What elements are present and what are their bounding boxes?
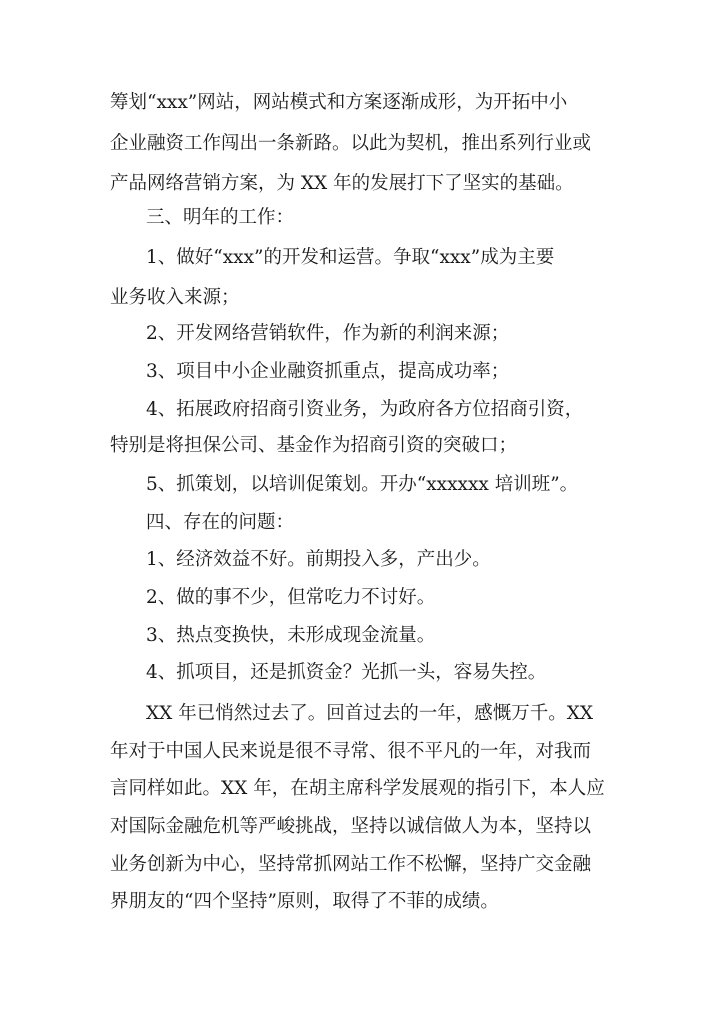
list-item: 3、热点变换快，未形成现金流量。 [146,625,436,646]
list-item-continuation: 特别是将担保公司、基金作为招商引资的突破口； [110,435,518,456]
paragraph-line: 业务创新为中心，坚持常抓网站工作不松懈，坚持广交金融 [110,854,592,875]
paragraph-line: 筹划“xxx”网站，网站模式和方案逐渐成形，为开拓中小 [110,92,568,113]
section-heading: 三、明年的工作： [146,207,295,228]
paragraph-line: 产品网络营销方案，为 XX 年的发展打下了坚实的基础。 [110,173,574,194]
list-item-continuation: 业务收入来源； [110,287,240,308]
list-item: 5、抓策划，以培训促策划。开办“xxxxxx 培训班”。 [146,474,579,495]
paragraph-line: 界朋友的“四个坚持”原则，取得了不菲的成绩。 [110,891,499,912]
list-item: 2、做的事不少，但常吃力不讨好。 [146,587,436,608]
paragraph-line: 言同样如此。XX 年，在胡主席科学发展观的指引下，本人应 [110,778,605,799]
paragraph-line: XX 年已悄然过去了。回首过去的一年，感慨万千。XX [146,703,594,724]
list-item: 1、做好“xxx”的开发和运营。争取“xxx”成为主要 [146,247,555,268]
list-item: 4、拓展政府招商引资业务，为政府各方位招商引资， [146,399,584,420]
paragraph-line: 年对于中国人民来说是很不寻常、很不平凡的一年，对我而 [110,741,592,762]
paragraph-line: 企业融资工作闯出一条新路。以此为契机，推出系列行业或 [110,133,592,154]
section-heading: 四、存在的问题： [146,512,295,533]
list-item: 1、经济效益不好。前期投入多，产出少。 [146,549,491,570]
paragraph-line: 对国际金融危机等严峻挑战，坚持以诚信做人为本，坚持以 [110,816,592,837]
list-item: 4、抓项目，还是抓资金？光抓一头，容易失控。 [146,662,547,683]
list-item: 3、项目中小企业融资抓重点，提高成功率； [146,361,510,382]
list-item: 2、开发网络营销软件，作为新的利润来源； [146,323,510,344]
